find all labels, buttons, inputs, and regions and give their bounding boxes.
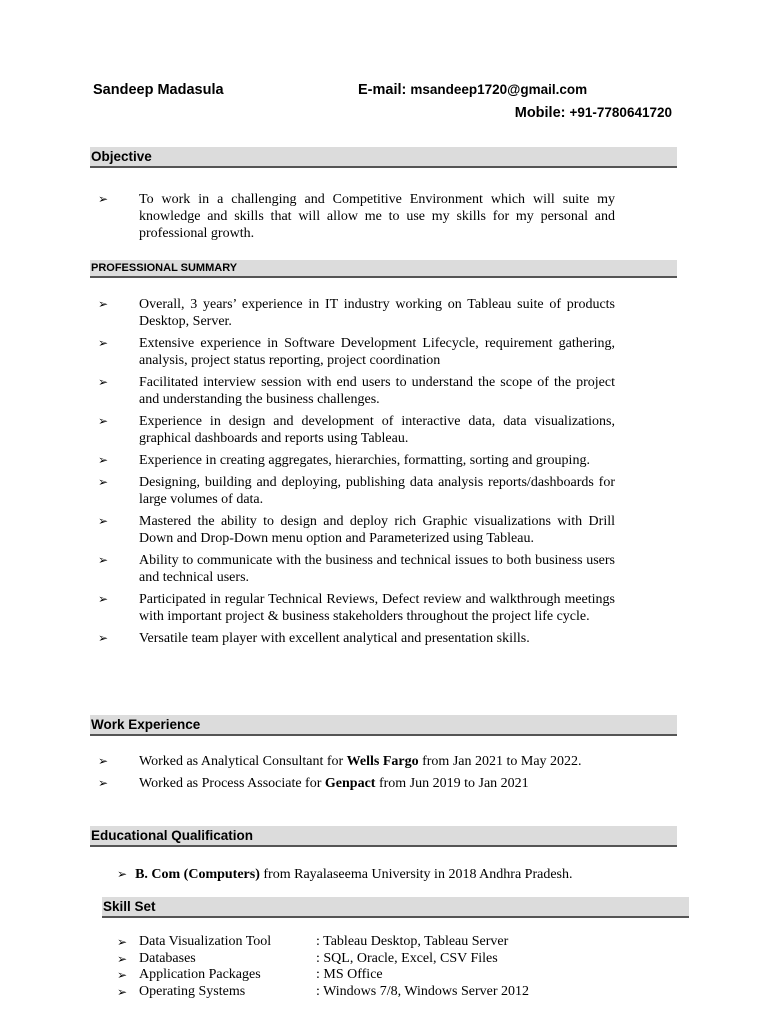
summary-list — [98, 296, 615, 647]
arrow-bullet-icon: ➢ — [98, 453, 109, 467]
arrow-bullet-icon: ➢ — [117, 935, 128, 949]
list-item: ➢ Versatile team player with excellent analytical and presentation skills. — [98, 631, 530, 646]
skill-key: Data Visualization Tool — [139, 934, 272, 949]
work-heading: Work Experience — [90, 715, 677, 736]
skills-list — [117, 934, 529, 1000]
list-item: ➢ Experience in design and development of interactive data, data visualizations, graphical dashboards and reports using Tableau. — [98, 414, 615, 446]
skill-value: : MS Office — [316, 967, 383, 982]
skills-heading: Skill Set — [102, 897, 689, 918]
skill-key: Operating Systems — [139, 983, 246, 999]
arrow-bullet-icon: ➢ — [98, 631, 109, 645]
arrow-bullet-icon: ➢ — [98, 754, 109, 768]
list-item: ➢ Extensive experience in Software Development Lifecycle, requirement gathering, analysis, project status reporting, project coordination — [98, 336, 615, 368]
email-line — [358, 82, 587, 98]
list-item: ➢ Experience in creating aggregates, hierarchies, formatting, sorting and grouping. — [98, 453, 590, 468]
mobile-line — [515, 105, 672, 121]
employer-name: Wells Fargo — [346, 754, 419, 769]
arrow-bullet-icon: ➢ — [117, 968, 128, 982]
degree-name: B. Com (Computers) — [135, 867, 260, 882]
list-item: ➢ Worked as Analytical Consultant for Wells Fargo from Jan 2021 to May 2022. — [98, 754, 582, 769]
employer-name: Genpact — [324, 776, 376, 791]
arrow-bullet-icon: ➢ — [98, 297, 109, 311]
arrow-bullet-icon: ➢ — [98, 475, 109, 489]
education-heading: Educational Qualification — [90, 826, 677, 847]
list-item: ➢ Worked as Process Associate for Genpact from Jun 2019 to Jan 2021 — [98, 776, 529, 791]
arrow-bullet-icon: ➢ — [98, 514, 109, 528]
mobile-value: +91-7780641720 — [569, 105, 672, 120]
objective-heading: Objective — [90, 147, 677, 168]
list-item: ➢ Facilitated interview session with end users to understand the scope of the project and understanding the business challenges. — [98, 375, 615, 407]
arrow-bullet-icon: ➢ — [98, 375, 109, 389]
candidate-name: Sandeep Madasula — [93, 82, 224, 98]
skill-row — [117, 934, 529, 951]
list-item: ➢ Participated in regular Technical Reviews, Defect review and walkthrough meetings with important project & business stakeholders throughout the project life cycle. — [98, 592, 615, 624]
list-item: ➢ Ability to communicate with the business and technical issues to both business users and technical users. — [98, 553, 615, 585]
skill-value: : Tableau Desktop, Tableau Server — [316, 934, 509, 949]
arrow-bullet-icon: ➢ — [98, 192, 109, 206]
objective-list — [98, 191, 615, 242]
arrow-bullet-icon: ➢ — [117, 984, 128, 999]
email-label: E-mail: — [358, 82, 407, 98]
list-item: ➢ Overall, 3 years’ experience in IT industry working on Tableau suite of products Desktop, Server. — [98, 297, 615, 329]
arrow-bullet-icon: ➢ — [98, 414, 109, 428]
skill-value: : Windows 7/8, Windows Server 2012 — [316, 983, 530, 999]
arrow-bullet-icon: ➢ — [98, 592, 109, 606]
skill-value: : SQL, Oracle, Excel, CSV Files — [316, 950, 498, 966]
arrow-bullet-icon: ➢ — [117, 951, 128, 966]
skill-row — [117, 984, 529, 1001]
arrow-bullet-icon: ➢ — [98, 776, 109, 790]
list-item: ➢ To work in a challenging and Competitive Environment which will suite my knowledge and skills that will allow me to use my skills for my personal and professional growth. — [98, 192, 615, 241]
arrow-bullet-icon: ➢ — [98, 553, 109, 567]
email-value: msandeep1720@gmail.com — [410, 82, 588, 97]
skill-key: Application Packages — [139, 967, 261, 982]
skill-row — [117, 967, 529, 984]
arrow-bullet-icon: ➢ — [117, 867, 128, 881]
list-item: ➢ Mastered the ability to design and deploy rich Graphic visualizations with Drill Down and Drop-Down menu option and Parameterized using Tableau. — [98, 514, 615, 546]
education-item: ➢ B. Com (Computers) from Rayalaseema University in 2018 Andhra Pradesh. — [117, 867, 573, 882]
arrow-bullet-icon: ➢ — [98, 336, 109, 350]
mobile-label: Mobile: — [514, 105, 566, 121]
list-item: ➢ Designing, building and deploying, publishing data analysis reports/dashboards for large volumes of data. — [98, 475, 615, 507]
skill-row — [117, 951, 529, 968]
work-list — [98, 753, 615, 792]
summary-heading: PROFESSIONAL SUMMARY — [90, 260, 677, 278]
skill-key: Databases — [139, 950, 196, 966]
